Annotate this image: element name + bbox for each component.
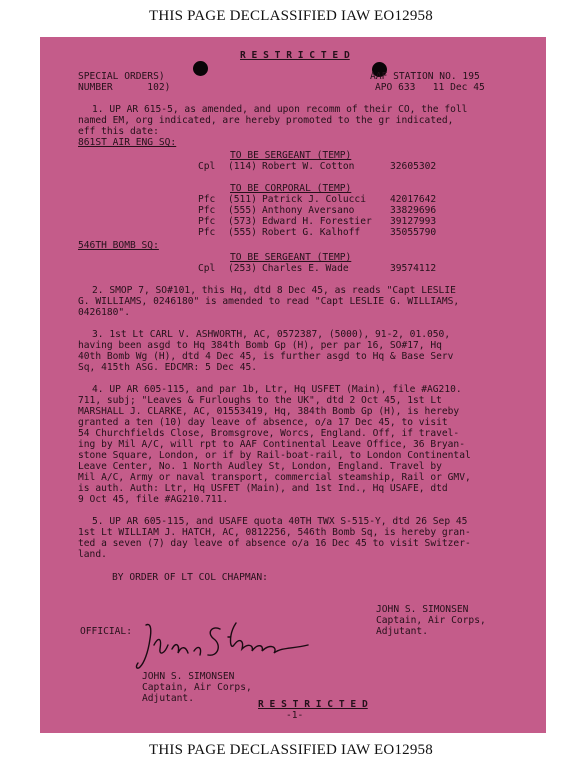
serial-number: 32605302: [390, 161, 437, 172]
soldier-name: Anthony Aversano: [262, 205, 355, 216]
para2-line3: 0426180".: [78, 307, 130, 318]
rank: Pfc: [198, 205, 216, 216]
rank: Pfc: [198, 194, 216, 205]
punch-hole-left: [193, 61, 208, 76]
signer-rank: Captain, Air Corps,: [376, 615, 486, 626]
mos-code: (511): [228, 194, 257, 205]
para5-line4: land.: [78, 549, 107, 560]
unit-heading-air-eng: 861ST AIR ENG SQ:: [78, 137, 177, 148]
by-order-line: BY ORDER OF LT COL CHAPMAN:: [112, 572, 268, 583]
rank: Cpl: [198, 263, 216, 274]
mos-code: (114): [228, 161, 257, 172]
rank: Cpl: [198, 161, 216, 172]
apo-date: APO 633 11 Dec 45: [375, 82, 485, 93]
para4-line9: Mil A/C, Army or naval transport, commercial steamship, Rail or GMV,: [78, 472, 471, 483]
declassified-banner-bottom: THIS PAGE DECLASSIFIED IAW EO12958: [149, 742, 433, 758]
soldier-name: Edward H. Forestier: [262, 216, 372, 227]
para4-line7: stone Square, London, or if by Rail-boat-rail, to London Continental: [78, 450, 471, 461]
handwritten-signature: [132, 615, 322, 675]
para5-line3: ted a seven (7) day leave of absence o/a 16 Dec 45 to visit Switzer-: [78, 538, 471, 549]
para4-line2: 711, subj; "Leaves & Furloughs to the UK", dtd 2 Oct 45, 1st Lt: [78, 395, 442, 406]
para1-line1: 1. UP AR 615-5, as amended, and upon recomm of their CO, the foll: [92, 104, 468, 115]
declassified-banner-top: THIS PAGE DECLASSIFIED IAW EO12958: [149, 8, 433, 24]
para2-line2: G. WILLIAMS, 0246180" is amended to read "Capt LESLIE G. WILLIAMS,: [78, 296, 460, 307]
soldier-name: Patrick J. Colucci: [262, 194, 366, 205]
para4-line4: granted a ten (10) day leave of absence, o/a 17 Dec 45, to visit: [78, 417, 448, 428]
para3-line2: having been asgd to Hq 384th Bomb Gp (H), per par 16, SO#17, Hq: [78, 340, 442, 351]
serial-number: 35055790: [390, 227, 437, 238]
rank: Pfc: [198, 227, 216, 238]
para4-line11: 9 Oct 45, file #AG210.711.: [78, 494, 229, 505]
para5-line2: 1st Lt WILLIAM J. HATCH, AC, 0812256, 546th Bomb Sq, is hereby gran-: [78, 527, 471, 538]
signer-title: Adjutant.: [376, 626, 428, 637]
mos-code: (555): [228, 205, 257, 216]
station-name: AAF STATION NO. 195: [370, 71, 480, 82]
mos-code: (253): [228, 263, 257, 274]
official-signer-name: JOHN S. SIMONSEN: [142, 671, 235, 682]
soldier-name: Robert G. Kalhoff: [262, 227, 361, 238]
para4-line6: ing by Mil A/C, will rpt to AAF Continental Leave Office, 36 Bryan-: [78, 439, 465, 450]
classification-bottom: R E S T R I C T E D: [258, 699, 368, 710]
unit-heading-bomb-sq: 546TH BOMB SQ:: [78, 240, 159, 251]
para1-line2: named EM, org indicated, are hereby promoted to the gr indicated,: [78, 115, 454, 126]
mos-code: (573): [228, 216, 257, 227]
para4-line10: is auth. Auth: Ltr, Hq USFET (Main), and 1st Ind., Hq USAFE, dtd: [78, 483, 448, 494]
mos-code: (555): [228, 227, 257, 238]
soldier-name: Charles E. Wade: [262, 263, 349, 274]
promotion-heading-sergeant: TO BE SERGEANT (TEMP): [230, 150, 352, 161]
soldier-name: Robert W. Cotton: [262, 161, 355, 172]
para3-line1: 3. 1st Lt CARL V. ASHWORTH, AC, 0572387, (5000), 91-2, 01.050,: [92, 329, 451, 340]
serial-number: 39574112: [390, 263, 437, 274]
para3-line3: 40th Bomb Wg (H), dtd 4 Dec 45, is further asgd to Hq & Base Serv: [78, 351, 454, 362]
para3-line4: Sq, 415th ASG. EDCMR: 5 Dec 45.: [78, 362, 258, 373]
serial-number: 33829696: [390, 205, 437, 216]
para2-line1: 2. SMOP 7, SO#101, this Hq, dtd 8 Dec 45, as reads "Capt LESLIE: [92, 285, 456, 296]
para4-line3: MARSHALL J. CLARKE, AC, 01553419, Hq, 384th Bomb Gp (H), is hereby: [78, 406, 460, 417]
document-page: [40, 37, 546, 733]
serial-number: 42017642: [390, 194, 437, 205]
promotion-heading-corporal: TO BE CORPORAL (TEMP): [230, 183, 352, 194]
official-signer-title: Adjutant.: [142, 693, 194, 704]
para4-line5: 54 Churchfields Close, Bromsgrove, Worcs, England. Off, if travel-: [78, 428, 460, 439]
official-label: OFFICIAL:: [80, 626, 132, 637]
para1-line3: eff this date:: [78, 126, 159, 137]
official-signer-rank: Captain, Air Corps,: [142, 682, 252, 693]
para4-line8: Leave Center, No. 1 North Audley St, London, England. Travel by: [78, 461, 442, 472]
rank: Pfc: [198, 216, 216, 227]
para4-line1: 4. UP AR 605-115, and par 1b, Ltr, Hq USFET (Main), file #AG210.: [92, 384, 462, 395]
special-orders-label: SPECIAL ORDERS): [78, 71, 165, 82]
order-number: NUMBER 102): [78, 82, 171, 93]
signer-name: JOHN S. SIMONSEN: [376, 604, 469, 615]
serial-number: 39127993: [390, 216, 437, 227]
page-number: -1-: [286, 710, 304, 721]
promotion-heading-sergeant-2: TO BE SERGEANT (TEMP): [230, 252, 352, 263]
classification-top: R E S T R I C T E D: [240, 50, 350, 61]
para5-line1: 5. UP AR 605-115, and USAFE quota 40TH TWX S-515-Y, dtd 26 Sep 45: [92, 516, 468, 527]
